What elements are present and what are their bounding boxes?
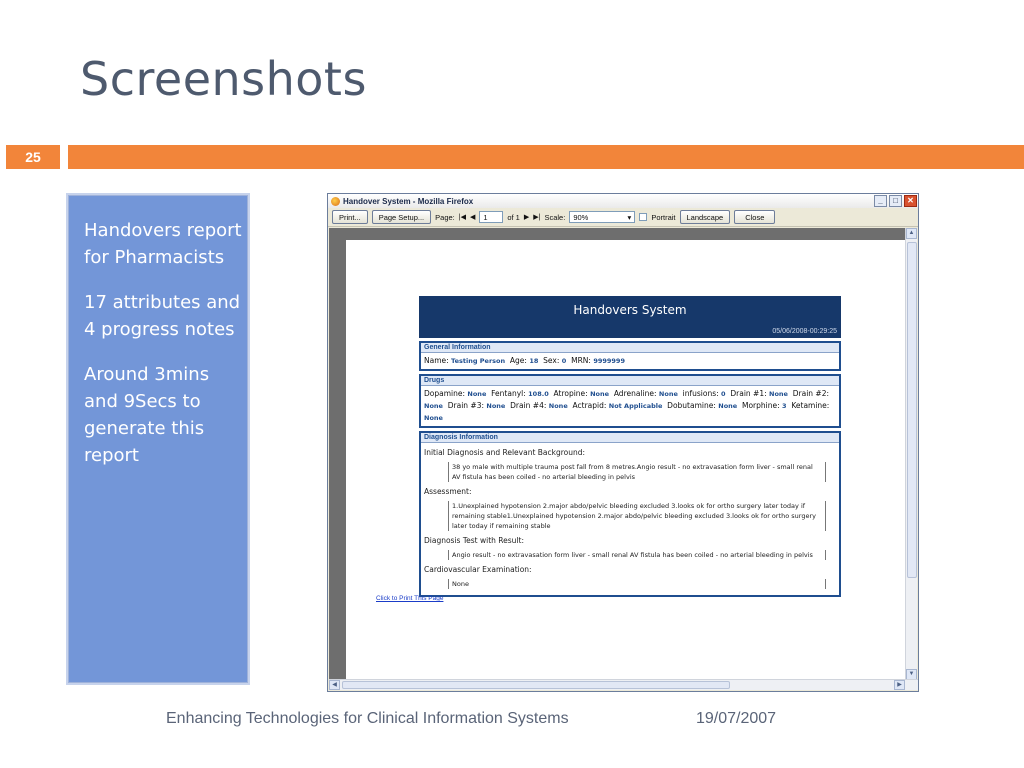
cardio-note: None (448, 579, 826, 589)
footer-date: 19/07/2007 (696, 710, 777, 727)
drug-value: 108.0 (528, 390, 549, 398)
drug-value: None (424, 402, 443, 410)
scroll-thumb[interactable] (907, 242, 917, 578)
report-datetime: 05/06/2008-00:29:25 (772, 328, 837, 335)
scroll-left-icon[interactable]: ◀ (329, 680, 340, 690)
bullet-text: Handovers report for Pharmacists (84, 220, 242, 268)
section-title: Diagnosis Information (421, 433, 839, 443)
close-icon[interactable]: ✕ (904, 195, 917, 207)
name-value: Testing Person (451, 357, 506, 365)
mrn-value: 9999999 (593, 357, 625, 365)
drug-value: None (548, 402, 568, 410)
report-header (419, 296, 841, 338)
drug-label: infusions: (682, 389, 719, 398)
bullet-text: Around 3mins and 9Secs to generate this report (84, 364, 210, 466)
last-page-icon[interactable]: ▶| (533, 214, 541, 221)
scale-label: Scale: (544, 212, 566, 222)
window-title: Handover System - Mozilla Firefox (343, 196, 474, 206)
diagnosis-body (421, 443, 839, 595)
drug-value: None (769, 390, 788, 398)
drug-value: None (486, 402, 506, 410)
drug-label: Drain #3: (447, 401, 484, 410)
drugs-list (421, 386, 839, 426)
drug-label: Drain #2: (792, 389, 830, 398)
drug-value: Not Applicable (608, 402, 663, 410)
close-button[interactable]: Close (734, 210, 775, 224)
slide-number: 25 (6, 145, 60, 169)
vertical-scrollbar[interactable] (905, 228, 917, 680)
page-label: Page: (435, 212, 455, 222)
sex-label: Sex: (543, 356, 560, 365)
window-titlebar (328, 194, 918, 208)
slide-title: Screenshots (80, 52, 367, 106)
bullet-panel (66, 193, 250, 685)
diagnosis-test-note: Angio result - no extravasation form liver - small renal AV fistula has been coiled - no arterial bleeding in pelvis (448, 550, 826, 560)
portrait-radio[interactable] (639, 213, 647, 221)
scroll-up-icon[interactable]: ▲ (906, 228, 917, 239)
age-value: 18 (529, 357, 539, 365)
mrn-label: MRN: (571, 356, 591, 365)
page-setup-button[interactable]: Page Setup... (372, 210, 431, 224)
handover-report (419, 296, 841, 597)
drug-label: Drain #1: (730, 389, 767, 398)
initial-diagnosis-note: 38 yo male with multiple trauma post fall from 8 metres.Angio result - no extravasation form liver - small renal AV fistula has been coiled - no arterial bleeding in pelvis (448, 462, 826, 482)
preview-page (346, 240, 907, 680)
drug-label: Dobutamine: (667, 401, 716, 410)
assessment-label: Assessment: (424, 487, 472, 496)
drugs-section (419, 374, 841, 428)
initial-diagnosis-label: Initial Diagnosis and Relevant Background: (424, 448, 586, 457)
first-page-icon[interactable]: |◀ (458, 214, 466, 221)
print-preview-toolbar (328, 208, 918, 227)
drug-value: None (424, 414, 443, 422)
drug-value: 3 (782, 402, 787, 410)
footer-title: Enhancing Technologies for Clinical Information Systems (166, 710, 569, 727)
page-count: of 1 (507, 212, 520, 222)
diagnosis-test-label: Diagnosis Test with Result: (424, 536, 524, 545)
drug-label: Ketamine: (791, 401, 830, 410)
horizontal-scrollbar[interactable] (329, 679, 919, 690)
drug-label: Atropine: (553, 389, 588, 398)
browser-window (327, 193, 919, 692)
general-info-row (421, 353, 839, 369)
drug-label: Dopamine: (424, 389, 466, 398)
drug-value: None (590, 390, 610, 398)
drug-label: Drain #4: (510, 401, 547, 410)
assessment-note: 1.Unexplained hypotension 2.major abdo/pelvic bleeding excluded 3.looks ok for ortho surgery later today if remaining stable1.Unexplained hypotension 2.major abdo/pelvic bleeding excluded 3.looks ok for ortho surgery later today if remaining stable (448, 501, 826, 531)
cardio-label: Cardiovascular Examination: (424, 565, 532, 574)
scroll-down-icon[interactable]: ▼ (906, 669, 917, 680)
print-button[interactable]: Print... (332, 210, 368, 224)
maximize-icon[interactable]: □ (889, 195, 902, 207)
drug-label: Actrapid: (572, 401, 607, 410)
scale-value: 90% (573, 212, 589, 222)
drug-label: Morphine: (742, 401, 780, 410)
prev-page-icon[interactable]: ◀ (469, 214, 476, 221)
sex-value: 0 (561, 357, 567, 365)
firefox-icon (331, 197, 340, 206)
next-page-icon[interactable]: ▶ (523, 214, 530, 221)
section-title: Drugs (421, 376, 839, 386)
report-title: Handovers System (573, 303, 687, 317)
age-label: Age: (509, 356, 527, 365)
drug-label: Adrenaline: (613, 389, 657, 398)
drug-value: None (467, 390, 487, 398)
preview-area (329, 228, 907, 680)
chevron-down-icon: ▾ (627, 212, 632, 222)
section-title: General Information (421, 343, 839, 353)
diagnosis-section (419, 431, 841, 597)
scroll-thumb[interactable] (342, 681, 730, 689)
drug-label: Fentanyl: (491, 389, 526, 398)
portrait-label[interactable]: Portrait (651, 212, 676, 222)
scale-select[interactable] (569, 211, 635, 223)
print-page-link[interactable]: Click to Print This Page (376, 595, 444, 602)
page-input[interactable]: 1 (479, 211, 503, 223)
general-info-section (419, 341, 841, 371)
scroll-right-icon[interactable]: ▶ (894, 680, 905, 690)
name-label: Name: (424, 356, 449, 365)
minimize-icon[interactable]: _ (874, 195, 887, 207)
drug-value: None (658, 390, 678, 398)
bullet-text: 17 attributes and 4 progress notes (84, 292, 241, 340)
accent-bar (68, 145, 1024, 169)
landscape-button[interactable]: Landscape (680, 210, 731, 224)
drug-value: None (718, 402, 738, 410)
drug-value: 0 (721, 390, 726, 398)
